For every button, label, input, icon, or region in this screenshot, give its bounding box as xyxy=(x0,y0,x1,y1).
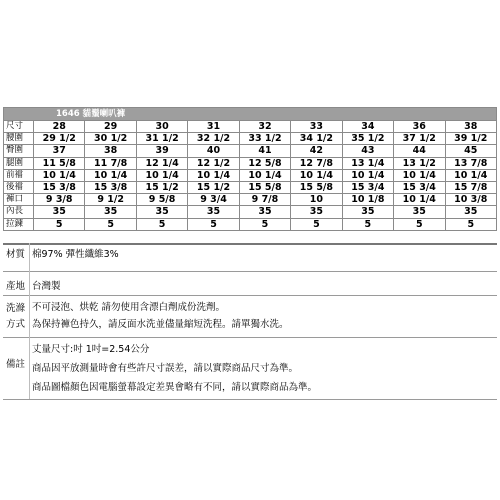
measurement-cell: 42 xyxy=(291,145,342,157)
measurement-cell: 35 xyxy=(239,206,290,218)
measurement-cell: 9 3/4 xyxy=(188,194,239,206)
table-row xyxy=(4,145,497,157)
measurement-cell: 45 xyxy=(445,145,497,157)
notes-text-line1: 丈量尺寸:吋 1吋=2.54公分 xyxy=(32,344,150,355)
measurement-cell: 10 3/8 xyxy=(445,194,497,206)
measurement-cell: 15 3/8 xyxy=(34,181,85,193)
measurement-cell: 12 7/8 xyxy=(291,157,342,169)
measurement-cell: 34 1/2 xyxy=(291,133,342,145)
row-label: 內長 xyxy=(4,206,34,218)
washing-text-line2: 為保持褲色持久，請反面水洗並儘量縮短洗程。請單獨水洗。 xyxy=(32,319,289,330)
measurement-cell: 15 7/8 xyxy=(445,181,497,193)
measurement-cell: 38 xyxy=(85,145,136,157)
notes-text-line3: 商品圖檔顏色因電腦螢幕設定差異會略有不同，請以實際商品為準。 xyxy=(32,382,318,393)
size-chart-table xyxy=(3,107,497,231)
measurement-cell: 11 5/8 xyxy=(34,157,85,169)
size-header-cell: 31 xyxy=(188,121,239,133)
table-title: 1646 貓鬚喇叭褲 xyxy=(4,108,497,121)
measurement-cell: 10 1/4 xyxy=(342,169,393,181)
measurement-cell: 43 xyxy=(342,145,393,157)
measurement-cell: 10 1/4 xyxy=(394,194,445,206)
measurement-cell: 9 7/8 xyxy=(239,194,290,206)
measurement-cell: 10 1/8 xyxy=(342,194,393,206)
origin-text: 台灣製 xyxy=(32,281,61,292)
measurement-cell: 15 3/8 xyxy=(85,181,136,193)
measurement-cell: 10 1/4 xyxy=(394,169,445,181)
measurement-cell: 13 7/8 xyxy=(445,157,497,169)
size-header-row xyxy=(4,121,497,133)
divider xyxy=(3,399,497,400)
size-header-cell: 32 xyxy=(239,121,290,133)
measurement-cell: 35 xyxy=(291,206,342,218)
row-label: 前襠 xyxy=(4,169,34,181)
row-label: 腰圍 xyxy=(4,133,34,145)
size-header-cell: 33 xyxy=(291,121,342,133)
washing-label-line2: 方式 xyxy=(6,319,26,330)
measurement-cell: 35 xyxy=(342,206,393,218)
divider xyxy=(29,295,30,337)
measurement-cell: 35 xyxy=(188,206,239,218)
table-row xyxy=(4,194,497,206)
measurement-cell: 9 5/8 xyxy=(136,194,187,206)
measurement-cell: 40 xyxy=(188,145,239,157)
measurement-cell: 15 5/8 xyxy=(239,181,290,193)
measurement-cell: 12 1/2 xyxy=(188,157,239,169)
row-label: 腿圍 xyxy=(4,157,34,169)
size-header-cell: 28 xyxy=(34,121,85,133)
measurement-cell: 10 1/4 xyxy=(85,169,136,181)
washing-label-line1: 洗滌 xyxy=(6,303,26,314)
divider xyxy=(29,271,30,295)
measurement-cell: 35 1/2 xyxy=(342,133,393,145)
measurement-cell: 41 xyxy=(239,145,290,157)
divider xyxy=(3,337,497,338)
measurement-cell: 30 1/2 xyxy=(85,133,136,145)
measurement-cell: 9 1/2 xyxy=(85,194,136,206)
origin-label: 產地 xyxy=(6,281,26,292)
size-header-cell: 29 xyxy=(85,121,136,133)
measurement-cell: 15 1/2 xyxy=(188,181,239,193)
measurement-cell: 15 3/4 xyxy=(342,181,393,193)
measurement-cell: 10 1/4 xyxy=(188,169,239,181)
measurement-cell: 15 5/8 xyxy=(291,181,342,193)
table-row xyxy=(4,169,497,181)
measurement-cell: 35 xyxy=(34,206,85,218)
measurement-cell: 5 xyxy=(445,218,497,230)
divider xyxy=(3,243,497,245)
measurement-cell: 15 1/2 xyxy=(136,181,187,193)
measurement-cell: 5 xyxy=(136,218,187,230)
measurement-cell: 31 1/2 xyxy=(136,133,187,145)
size-header-cell: 38 xyxy=(445,121,497,133)
divider xyxy=(3,271,497,272)
size-header-cell: 30 xyxy=(136,121,187,133)
table-row xyxy=(4,218,497,230)
measurement-cell: 32 1/2 xyxy=(188,133,239,145)
measurement-cell: 5 xyxy=(188,218,239,230)
row-label: 褲口 xyxy=(4,194,34,206)
measurement-cell: 29 1/2 xyxy=(34,133,85,145)
measurement-cell: 13 1/4 xyxy=(342,157,393,169)
measurement-cell: 11 7/8 xyxy=(85,157,136,169)
divider xyxy=(3,295,497,296)
row-label: 後襠 xyxy=(4,181,34,193)
table-row xyxy=(4,206,497,218)
divider xyxy=(29,337,30,399)
measurement-cell: 44 xyxy=(394,145,445,157)
notes-label: 備註 xyxy=(6,359,26,370)
measurement-cell: 37 1/2 xyxy=(394,133,445,145)
measurement-cell: 5 xyxy=(239,218,290,230)
measurement-cell: 35 xyxy=(85,206,136,218)
measurement-cell: 35 xyxy=(445,206,497,218)
measurement-cell: 10 1/4 xyxy=(34,169,85,181)
washing-text-line1: 不可浸泡、烘乾 請勿使用含漂白劑成份洗劑。 xyxy=(32,302,226,313)
measurement-cell: 9 3/8 xyxy=(34,194,85,206)
measurement-cell: 10 1/4 xyxy=(136,169,187,181)
measurement-cell: 10 1/4 xyxy=(239,169,290,181)
measurement-cell: 33 1/2 xyxy=(239,133,290,145)
measurement-cell: 13 1/2 xyxy=(394,157,445,169)
table-row xyxy=(4,181,497,193)
size-header-cell: 34 xyxy=(342,121,393,133)
table-row xyxy=(4,157,497,169)
measurement-cell: 35 xyxy=(136,206,187,218)
measurement-cell: 12 1/4 xyxy=(136,157,187,169)
measurement-cell: 15 3/4 xyxy=(394,181,445,193)
measurement-cell: 5 xyxy=(394,218,445,230)
row-label: 拉鍊 xyxy=(4,218,34,230)
measurement-cell: 5 xyxy=(342,218,393,230)
measurement-cell: 10 1/4 xyxy=(445,169,497,181)
measurement-cell: 10 1/4 xyxy=(291,169,342,181)
measurement-cell: 12 5/8 xyxy=(239,157,290,169)
measurement-cell: 37 xyxy=(34,145,85,157)
measurement-cell: 5 xyxy=(85,218,136,230)
size-header-cell: 36 xyxy=(394,121,445,133)
table-title-row xyxy=(4,108,497,121)
measurement-cell: 35 xyxy=(394,206,445,218)
notes-text-line2: 商品因平放測量時會有些許尺寸誤差，請以實際商品尺寸為準。 xyxy=(32,363,299,374)
size-header-label: 尺寸 xyxy=(4,121,34,133)
measurement-cell: 39 1/2 xyxy=(445,133,497,145)
row-label: 臀圍 xyxy=(4,145,34,157)
material-text: 棉97% 彈性纖維3% xyxy=(32,249,119,260)
table-row xyxy=(4,133,497,145)
divider xyxy=(29,243,30,271)
material-label: 材質 xyxy=(6,249,26,260)
measurement-cell: 39 xyxy=(136,145,187,157)
measurement-cell: 5 xyxy=(291,218,342,230)
measurement-cell: 10 xyxy=(291,194,342,206)
measurement-cell: 5 xyxy=(34,218,85,230)
